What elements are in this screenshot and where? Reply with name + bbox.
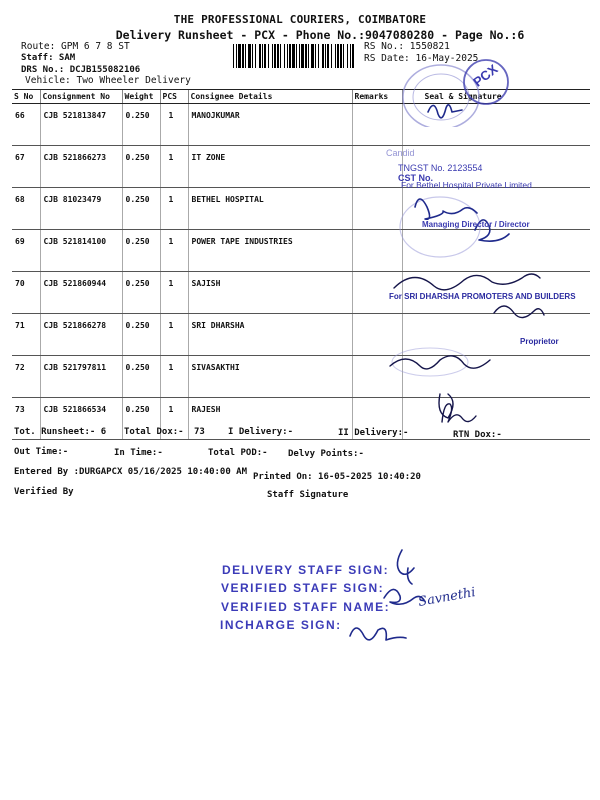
cell-weight: 0.250 — [122, 398, 160, 440]
cell-pcs: 1 — [160, 188, 188, 230]
verified-staff-name-label: VERIFIED STAFF NAME: — [221, 600, 391, 614]
barcode-icon — [233, 44, 355, 68]
cell-consignee: SRI DHARSHA — [188, 314, 352, 356]
cell-sno: 66 — [12, 104, 40, 146]
delvy-points: Delvy Points:- — [288, 449, 364, 459]
cell-weight: 0.250 — [122, 314, 160, 356]
cell-consignment: CJB 521797811 — [40, 356, 122, 398]
total-pod: Total POD:- — [208, 448, 268, 458]
cell-weight: 0.250 — [122, 188, 160, 230]
header-seal-signature: Seal & Signature — [402, 90, 590, 104]
entered-by: Entered By :DURGAPCX 05/16/2025 10:40:00 AM — [14, 467, 247, 477]
ii-delivery: II Delivery:- — [338, 428, 409, 438]
i-delivery: I Delivery:- — [228, 427, 294, 437]
delivery-staff-sign-label: DELIVERY STAFF SIGN: — [222, 563, 390, 577]
handwritten-staff-name: Savnethi — [417, 585, 477, 610]
cell-pcs: 1 — [160, 104, 188, 146]
header-pcs: PCS — [160, 90, 188, 104]
total-dox-value: 73 — [194, 427, 205, 437]
cell-sno: 72 — [12, 356, 40, 398]
cell-consignment: CJB 521860944 — [40, 272, 122, 314]
cell-weight: 0.250 — [122, 230, 160, 272]
candid-stamp: Candid — [386, 148, 415, 158]
header-consignment: Consignment No — [40, 90, 122, 104]
cell-consignment: CJB 521866534 — [40, 398, 122, 440]
cell-weight: 0.250 — [122, 356, 160, 398]
cell-sno: 73 — [12, 398, 40, 440]
tot-runsheet: Tot. Runsheet:- 6 — [14, 427, 107, 437]
cell-consignee: BETHEL HOSPITAL — [188, 188, 352, 230]
cell-weight: 0.250 — [122, 272, 160, 314]
incharge-sign-label: INCHARGE SIGN: — [220, 618, 342, 632]
cell-sno: 70 — [12, 272, 40, 314]
dharsha-stamp: For SRI DHARSHA PROMOTERS AND BUILDERS — [389, 292, 576, 301]
rtn-dox: RTN Dox:- — [453, 430, 502, 440]
cell-consignment: CJB 521866278 — [40, 314, 122, 356]
verified-by: Verified By — [14, 487, 74, 497]
cell-sno: 68 — [12, 188, 40, 230]
cell-consignment: CJB 521813847 — [40, 104, 122, 146]
staff-label: Staff: SAM — [21, 53, 76, 63]
cell-pcs: 1 — [160, 230, 188, 272]
vehicle-label: Vehicle: Two Wheeler Delivery — [25, 75, 191, 86]
cell-consignee: POWER TAPE INDUSTRIES — [188, 230, 352, 272]
verified-staff-sign-label: VERIFIED STAFF SIGN: — [221, 581, 385, 595]
header-weight: Weight — [122, 90, 160, 104]
cell-pcs: 1 — [160, 356, 188, 398]
cell-weight: 0.250 — [122, 146, 160, 188]
cell-consignee: SIVASAKTHI — [188, 356, 352, 398]
cell-consignee: IT ZONE — [188, 146, 352, 188]
cell-pcs: 1 — [160, 272, 188, 314]
drs-no-label: DRS No.: DCJB155082106 — [21, 65, 141, 75]
pcx-stamp-text: PCX — [470, 61, 501, 90]
cell-pcs: 1 — [160, 146, 188, 188]
rajesh-signature-icon — [432, 392, 492, 432]
header-remarks: Remarks — [352, 90, 402, 104]
proprietor-stamp: Proprietor — [520, 337, 559, 346]
printed-on: Printed On: 16-05-2025 10:40:20 — [253, 472, 421, 482]
header-consignee: Consignee Details — [188, 90, 352, 104]
out-time: Out Time:- — [14, 447, 69, 457]
cell-pcs: 1 — [160, 314, 188, 356]
route-label: Route: GPM 6 7 8 ST — [21, 41, 130, 52]
cell-consignee: RAJESH — [188, 398, 352, 440]
staff-signature: Staff Signature — [267, 490, 349, 500]
company-title: THE PROFESSIONAL COURIERS, COIMBATORE — [173, 13, 427, 26]
runsheet-subtitle: Delivery Runsheet - PCX - Phone No.:9047080280 - Page No.:6 — [115, 28, 525, 42]
director-stamp: Managing Director / Director — [422, 220, 530, 229]
cell-weight: 0.250 — [122, 104, 160, 146]
cst-stamp: CST No. — [398, 173, 433, 183]
header-sno: S No — [12, 90, 40, 104]
rs-no-label: RS No.: 1550821 — [364, 41, 450, 52]
cell-consignment: CJB 521814100 — [40, 230, 122, 272]
in-time: In Time:- — [114, 448, 163, 458]
cell-consignment: CJB 81023479 — [40, 188, 122, 230]
tngst-stamp: TNGST No. 2123554 — [398, 163, 483, 173]
cell-sno: 67 — [12, 146, 40, 188]
cell-sno: 69 — [12, 230, 40, 272]
cell-consignee: SAJISH — [188, 272, 352, 314]
bethel-stamp: For Bethel Hospital Private Limited — [401, 180, 532, 190]
cell-pcs: 1 — [160, 398, 188, 440]
rs-date-label: RS Date: 16-May-2025 — [364, 53, 479, 64]
cell-consignee: MANOJKUMAR — [188, 104, 352, 146]
pcx-round-stamp — [376, 52, 536, 127]
total-dox-label: Total Dox:- — [124, 427, 184, 437]
cell-consignment: CJB 521866273 — [40, 146, 122, 188]
cell-sno: 71 — [12, 314, 40, 356]
